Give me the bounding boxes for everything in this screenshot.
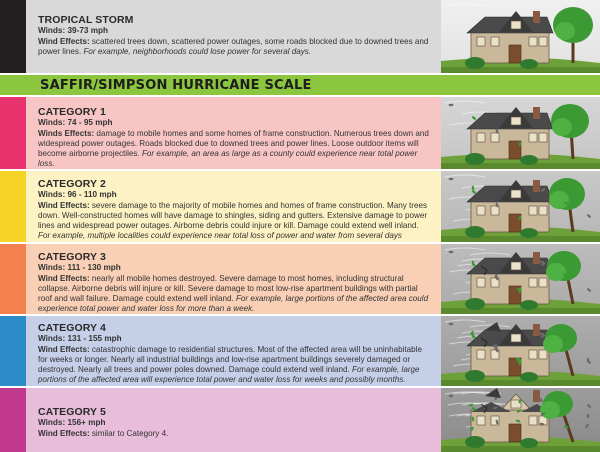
category-4-effects: Wind Effects: catastrophic damage to residential structures. Most of the affected area will be uninhabitable for weeks or longer. Nearly all industrial buildings and low-rise apartment buildings severely damaged or destroyed. Nearly all trees and power poles downed. Damage could extend well inland. For example, large portions of the affected area will experience total power and water loss for weeks and possibly months. — [38, 344, 422, 385]
tropical-storm-effects: Wind Effects: scattered trees down, scattered power outages, some roads blocked due to downed trees and power lines. For example, neighborhoods could lose power for several days. — [38, 36, 429, 56]
category-2-stripe — [0, 171, 26, 242]
house-category-3-icon — [441, 244, 600, 314]
category-3-stripe — [0, 244, 26, 314]
category-5-title: CATEGORY 5 — [38, 406, 106, 418]
category-1-text — [38, 106, 433, 170]
category-5-stripe — [0, 388, 26, 452]
house-category-5-icon — [441, 388, 600, 452]
category-1-effects: Winds Effects: damage to mobile homes and some homes of frame construction. Numerous trees down and widespread power outages. Roads blocked due to downed trees and power lines. Loose outdoor items will become airborne projectiles. For example, an area as large as a county could experience near total power loss. — [38, 128, 429, 169]
category-4-row — [0, 316, 600, 386]
category-5-winds: Winds: 156+ mph — [38, 418, 106, 427]
house-category-4-icon — [441, 316, 600, 386]
category-4-text — [38, 322, 433, 386]
category-3-title: CATEGORY 3 — [38, 251, 106, 263]
category-4-title: CATEGORY 4 — [38, 322, 106, 334]
tropical-storm-row — [0, 0, 600, 73]
category-1-stripe — [0, 97, 26, 169]
category-1-row — [0, 97, 600, 169]
category-1-title: CATEGORY 1 — [38, 106, 106, 118]
tropical-storm-title: TROPICAL STORM — [38, 14, 134, 26]
tropical-storm-winds: Winds: 39-73 mph — [38, 26, 108, 35]
category-5-row — [0, 388, 600, 452]
category-1-winds: Winds: 74 - 95 mph — [38, 118, 113, 127]
tropical-storm-text — [38, 14, 433, 57]
category-4-stripe — [0, 316, 26, 386]
house-category-2-icon — [441, 171, 600, 242]
tropical-storm-stripe — [0, 0, 26, 73]
category-5-effects: Wind Effects: similar to Category 4. — [38, 428, 169, 438]
scale-title: SAFFIR/SIMPSON HURRICANE SCALE — [40, 78, 312, 93]
category-4-winds: Winds: 131 - 155 mph — [38, 334, 122, 343]
category-2-text — [38, 178, 433, 242]
category-3-row — [0, 244, 600, 314]
scale-banner — [0, 73, 600, 97]
category-3-text — [38, 251, 433, 315]
category-2-effects: Wind Effects: severe damage to the majority of mobile homes and homes of frame construction. Many trees down. Well-constructed homes will have damage to shingles, siding and gutters. Extensive damage to power lines and widespread power outages. Airborne debris could injure or kill. Damage could extend well inland. For example, multiple localities could experience near total loss of power and water from several days — [38, 200, 428, 241]
category-5-text — [38, 406, 433, 439]
house-category-1-icon — [441, 97, 600, 169]
category-2-winds: Winds: 96 - 110 mph — [38, 190, 117, 199]
category-2-title: CATEGORY 2 — [38, 178, 106, 190]
category-3-effects: Wind Effects: nearly all mobile homes destroyed. Severe damage to most homes, including structural collapse. Airborne debris will injure or kill. Severe damage to most low-rise apartment buildings with partial roof and wall failure. Damage could extend well inland. For example, large portions of the affected area could experience total power and water loss for more than a week. — [38, 273, 429, 314]
category-3-winds: Winds: 111 - 130 mph — [38, 263, 121, 272]
category-2-row — [0, 171, 600, 242]
house-light-wind-icon — [441, 0, 600, 73]
